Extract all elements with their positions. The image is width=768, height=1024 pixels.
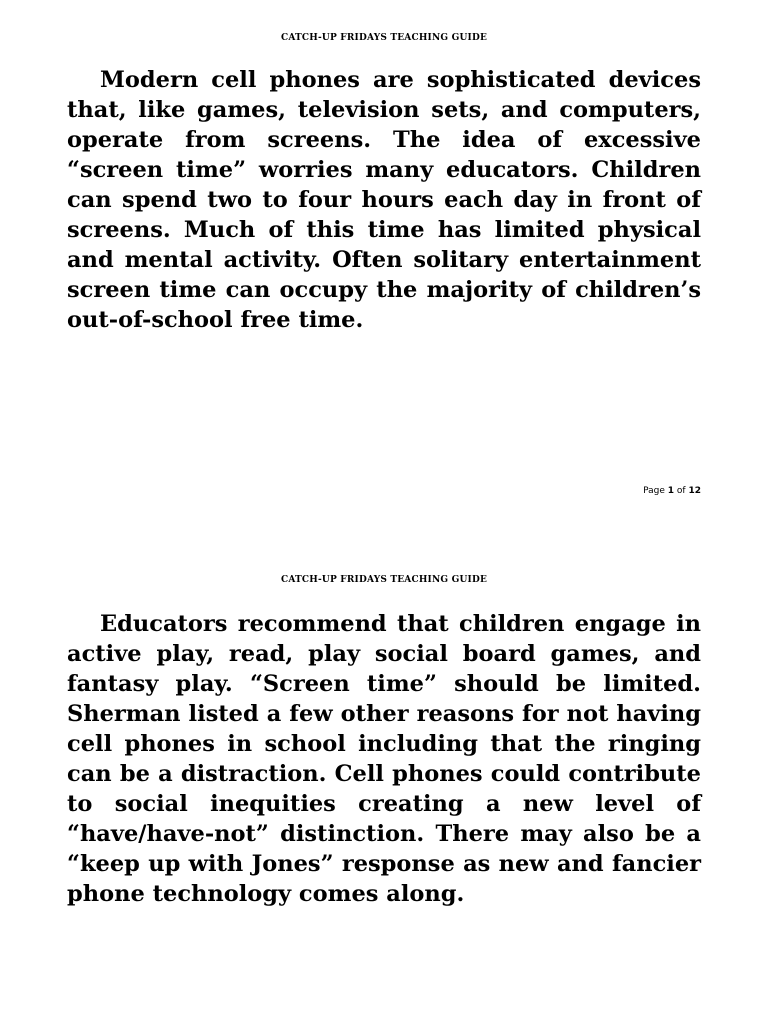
page-current: 1 (667, 486, 675, 496)
page-header: CATCH-UP FRIDAYS TEACHING GUIDE (280, 575, 488, 585)
body-paragraph: Educators recommend that children engage in active play, read, play social board games, and fantasy play. “Screen time” should be limited. Sherman listed a few other reasons for not having cell phones in school including that the ringing can be a distraction. Cell phones could contribute to social inequities creating a new level of “have/have-not” distinction. There may also be a “keep up with Jones” response as new and fancier phone technology comes along. (67, 611, 701, 907)
page-of: of (676, 486, 686, 496)
page-label: Page (643, 486, 665, 496)
page-total: 12 (688, 486, 701, 496)
page-number (643, 486, 701, 496)
page-header: CATCH-UP FRIDAYS TEACHING GUIDE (280, 33, 488, 43)
body-paragraph: Modern cell phones are sophisticated devices that, like games, television sets, and computers, operate from screens. The idea of excessive “screen time” worries many educators. Children can spend two to four hours each day in front of screens. Much of this time has limited physical and mental activity. Often solitary entertainment screen time can occupy the majority of children’s out-of-school free time. (67, 67, 701, 333)
